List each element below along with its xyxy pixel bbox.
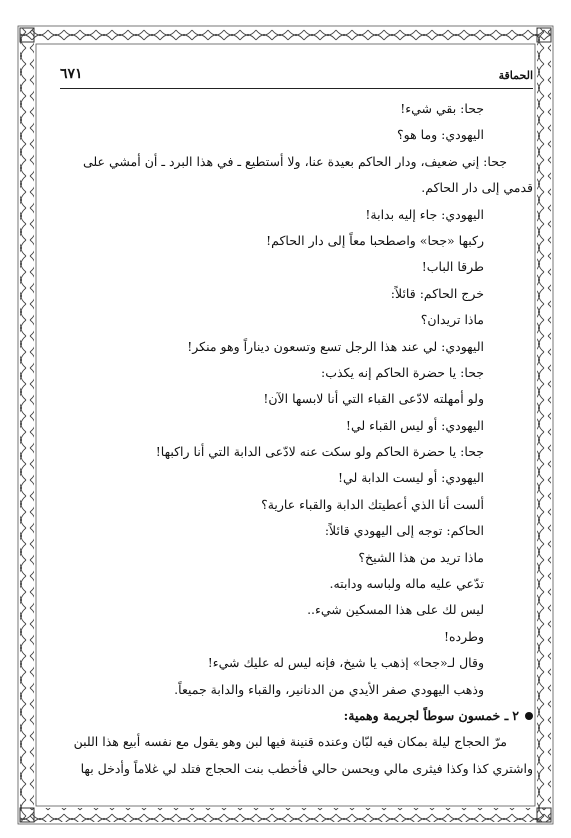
text-line: وذهب اليهودي صفر الأيدي من الدنانير، والقباء والدابة جميعاً. <box>174 681 484 697</box>
chapter-title: الحماقة <box>498 69 533 82</box>
text-line: اليهودي: لي عند هذا الرجل تسع وتسعون ديناراً وهو منكر! <box>187 338 484 354</box>
text-line: جحا: يا حضرة الحاكم إنه يكذب: <box>321 364 484 380</box>
bullet-icon <box>525 712 533 720</box>
text-line: وطرده! <box>443 628 484 644</box>
text-line: خرج الحاكم: قائلاً: <box>390 285 484 301</box>
text-line: اليهودي: أو ليس القباء لي! <box>345 417 484 433</box>
header-rule <box>60 88 533 89</box>
running-header <box>60 66 533 87</box>
body-text <box>56 96 533 818</box>
text-line: جحا: بقي شيء! <box>400 101 484 116</box>
text-line: الحاكم: توجه إلى اليهودي قائلاً: <box>324 523 484 539</box>
text-line: اليهودي: وما هو؟ <box>396 127 484 143</box>
text-line: ماذا تريد من هذا الشيخ؟ <box>358 549 484 565</box>
text-line: جحا: يا حضرة الحاكم ولو سكت عنه لادّعى الدابة التي أنا راكبها! <box>155 444 484 460</box>
section-heading <box>56 703 533 729</box>
text-line: وقال لـ«جحا» إذهب يا شيخ، فإنه ليس له عليك شيء! <box>207 655 484 671</box>
text-line: ماذا تريدان؟ <box>420 312 484 328</box>
text-line: اليهودي: جاء إليه بدابة! <box>365 206 484 222</box>
text-line: قدمي إلى دار الحاكم. <box>421 180 533 196</box>
text-line: ليس لك على هذا المسكين شيء.. <box>307 602 484 618</box>
text-line: مرّ الحجاج ليلة بمكان فيه لبّان وعنده قنينة فيها لبن وهو يقول مع نفسه أبيع هذا اللبن <box>73 734 507 750</box>
text-line: ركبها «جحا» واصطحبا معاً إلى دار الحاكم! <box>266 232 484 248</box>
section-title: ـ خمسون سوطاً لجريمة وهمية: <box>343 707 509 723</box>
section-number: ٢ <box>512 707 519 723</box>
text-line: ولو أمهلته لادّعى القباء التي أنا لابسها الآن! <box>263 391 484 407</box>
text-line: ألست أنا الذي أعطيتك الدابة والقباء عارية؟ <box>261 496 484 512</box>
text-line: طرقا الباب! <box>421 259 484 275</box>
text-line: تدّعي عليه ماله ولباسه ودابته. <box>329 576 484 592</box>
page-number: ٦٧١ <box>60 66 83 82</box>
text-line: اليهودي: أو ليست الدابة لي! <box>338 470 484 486</box>
text-line: واشتري كذا وكذا فيثرى مالي ويحسن حالي فأخطب بنت الحجاج فتلد لي غلاماً وأدخل بها <box>80 760 533 776</box>
text-line: جحا: إني ضعيف، ودار الحاكم بعيدة عنا، ولا أستطيع ـ في هذا البرد ـ أن أمشي على <box>83 153 507 169</box>
